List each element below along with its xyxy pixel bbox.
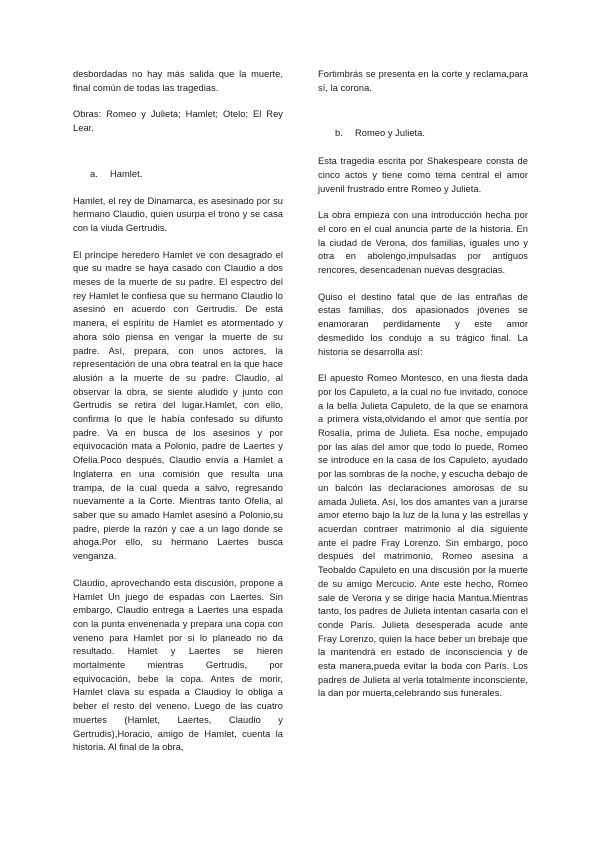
paragraph-romeo-2: La obra empieza con una introducción hecha por el coro en el cual anuncia parte de la historia. En la ciudad de Verona, dos familias, iguales uno y otra en abolengo,impulsadas por antiguos rencores, desencadenan nuevas desgracias. [318,210,528,276]
right-column [318,68,528,701]
paragraph-hamlet-2: El príncipe heredero Hamlet ve con desagrado el que su madre se haya casado con Claudio a dos meses de la muerte de su padre. El espectro del rey Hamlet le confiesa que su hermano Claudio lo asesinó en acuerdo con Gertrudis. De esta manera, el espíritu de Hamlet es atormentado y ahora sólo piensa en vengar la muerte de su padre. Así, prepara, con unos actores, la representación de una obra teatral en la que hace alusión a la muerte de su padre. Claudio, al observar la obra, se siente aludido y junto con Gertrudis se retira del lugar.Hamlet, con ello, confirma lo que le había confesado su difunto padre. Va en busca de los asesinos y por equivocación mata a Polonio, padre de Laertes y Ofelia.Poco después, Claudio envía a Hamlet a Inglaterra en una comisión que resulta una trampa, de la cual queda a salvo, regresando nuevamente a la Corte. Mientras tanto Ofelia, al saber que su amado Hamlet asesinó a Polonio,su padre, pierde la razón y cae a un lago donde se ahoga.Por ello, su hermano Laertes busca venganza. [73,249,283,562]
section-heading-romeo-julieta [318,127,528,141]
paragraph-romeo-4: El apuesto Romeo Montesco, en una fiesta dada por los Capuleto, a la cual no fue invitado, conoce a la bella Julieta Capuleto, de la que se enamora a primera vista,olvidando el amor que sentía por Rosalía, prima de Julieta. Esa noche, empujado por las alas del amor que todo lo puede, Romeo se introduce en la casa de los Capuleto, ayudado por las sombras de la noche, y escucha debajo de un balcón las declaraciones amorosas de su amada Julieta. Así, los dos amantes van a jurarse amor eterno bajo la luz de la luna y las estrellas y acuerdan contraer matrimonio al día siguiente ante el padre Fray Lorenzo. Sin embargo, poco después del matrimonio, Romeo asesina a Teobaldo Capuleto en una discusión por la muerte de su amigo Mercucio. Ante este hecho, Romeo sale de Verona y se dirige hacia Mantua.Mientras tanto, los padres de Julieta intentan casarla con el conde París. Julieta desesperada acude ante Fray Lorenzo, quien la hace beber un brebaje que la mantendrá en estado de inconsciencia y de esta manera,pueda evitar la boda con París. Los padres de Julieta al verla totalmente inconsciente, la dan por muerta,celebrando sus funerales. [318,373,528,699]
paragraph-continuation: Fortimbrás se presenta en la corte y reclama,para sí, la corona. [318,69,528,93]
section-marker: b. [335,128,343,139]
section-marker: a. [90,168,98,179]
paragraph-hamlet-1: Hamlet, el rey de Dinamarca, es asesinado por su hermano Claudio, quien usurpa el trono y se casa con la viuda Gertrudis. [73,195,283,233]
paragraph-hamlet-3: Claudio, aprovechando esta discusión, propone a Hamlet Un juego de espadas con Laertes. Sin embargo, Claudio entrega a Laertes una espada con la punta envenenada y prepara una copa con veneno para Hamlet por si lo planeado no da resultado. Hamlet y Laertes se hieren mortalmente mientras Gertrudis, por equivocación, bebe la copa. Antes de morir, Hamlet clava su espada a Claudioy lo obliga a beber el resto del veneno. Luego de las cuatro muertes (Hamlet, Laertes, Claudio y Gertrudis),Horacio, amigo de Hamlet, cuenta la historia. Al final de la obra, [73,577,283,753]
section-heading-hamlet [73,168,283,182]
section-title: Hamlet. [110,168,143,179]
paragraph-obras: Obras: Romeo y Julieta; Hamlet; Otelo; El Rey Lear. [73,109,283,134]
paragraph-romeo-1: Esta tragedia escrita por Shakespeare consta de cinco actos y tiene como tema central el amor juvenil frustrado entre Romeo y Julieta. [318,156,528,194]
paragraph-continuation: desbordadas no hay más salida que la muerte, final común de todas las tragedias. [73,69,283,93]
section-title: Romeo y Julieta. [355,128,426,139]
paragraph-romeo-3: Quiso el destino fatal que de las entrañas de estas familias, dos apasionados jóvenes se enamoraran perdidamente y este amor desmedido los condujo a su trágico final. La historia se desarrolla así: [318,291,528,357]
left-column [73,68,283,755]
